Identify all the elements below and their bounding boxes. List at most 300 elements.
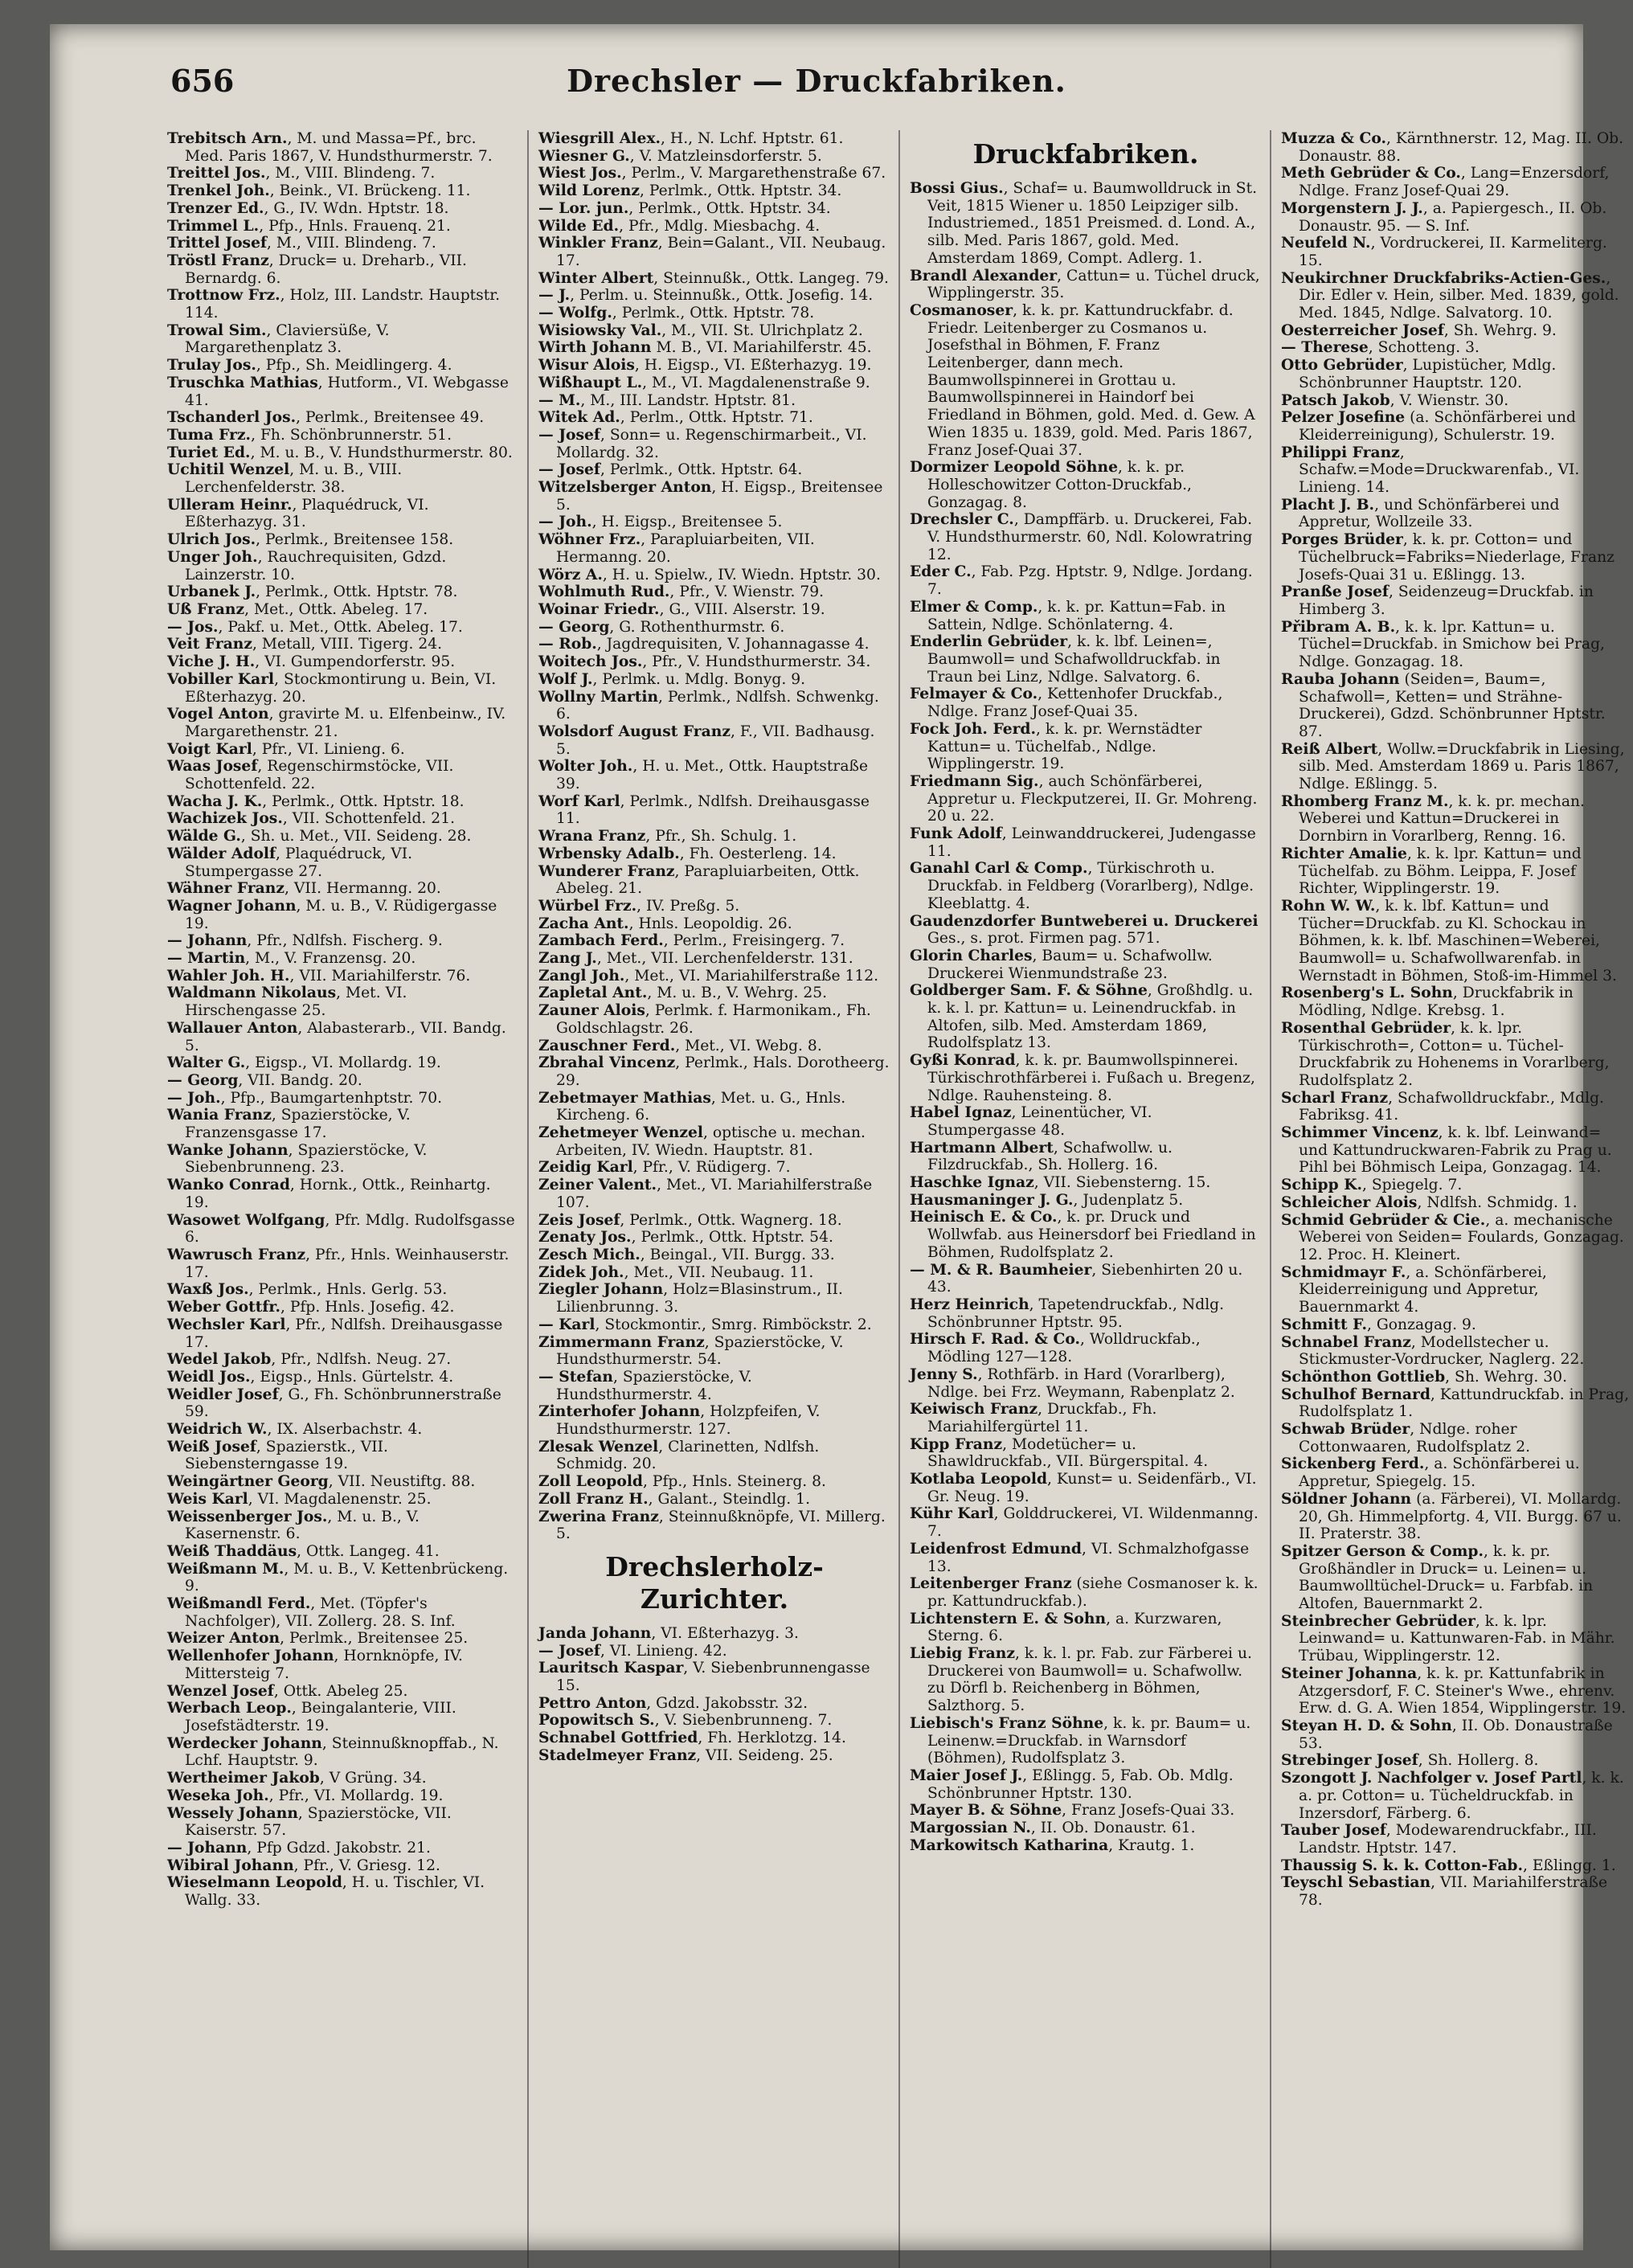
entry-details: , Beink., VI. Brückeng. 11. — [269, 182, 471, 200]
entry-name: Zangl Joh. — [538, 966, 625, 985]
entry-details: , Perlm., Freisingerg. 7. — [663, 932, 845, 950]
entry-details: , H. u. Tischler, VI. Wallg. 33. — [185, 1874, 485, 1910]
entry-details: , Pfr., V. Hundsthurmerstr. 34. — [642, 653, 871, 671]
directory-entry — [167, 1177, 519, 1211]
entry-name: Söldner Johann — [1281, 1489, 1412, 1508]
entry-details: , Cattun= u. Tüchel druck, Wipplingerstr. 35. — [927, 267, 1260, 302]
entry-name: Zwerina Franz — [538, 1507, 659, 1525]
entry-details: , V. Siebenbrunnengasse 15. — [556, 1660, 870, 1695]
entry-name: Wirth Johann — [538, 338, 652, 357]
entry-name: Trebitsch Arn. — [167, 129, 288, 147]
directory-entry — [1281, 1177, 1633, 1194]
entry-name: Wöhner Frz. — [538, 530, 641, 549]
directory-entry — [167, 968, 519, 985]
entry-name: Witek Ad. — [538, 408, 620, 427]
entry-details: , Pfp. Hnls. Josefig. 42. — [280, 1299, 455, 1316]
entry-name: Waxß Jos. — [167, 1280, 249, 1299]
entry-details: , Galant., Steindlg. 1. — [648, 1490, 811, 1508]
directory-entry — [167, 985, 519, 1019]
directory-entry — [1281, 497, 1633, 531]
directory-entry — [910, 1401, 1262, 1435]
directory-entry — [538, 461, 890, 479]
entry-name: Muzza & Co. — [1281, 129, 1387, 147]
entry-name: Wrana Franz — [538, 827, 646, 845]
directory-entry — [1281, 583, 1633, 618]
directory-entry — [1281, 1717, 1633, 1752]
entry-name: Hartmann Albert — [910, 1138, 1054, 1157]
entry-details: , VII. Hermanng. 20. — [284, 880, 441, 898]
directory-entry — [538, 1334, 890, 1369]
entry-details: , Sh. Hollerg. 8. — [1418, 1752, 1539, 1770]
running-head: Drechsler — Druckfabriken. — [567, 63, 1066, 99]
entry-details: , k. k. pr. Baum= u. Leinenw.=Druckfab. in Warnsdorf (Böhmen), Rudolfsplatz 3. — [927, 1714, 1251, 1767]
directory-entry — [167, 235, 519, 252]
entry-details: , k. pr. Druck und Wollwfab. aus Heinersdorf bei Friedland in Böhmen, Rudolfsplatz 2. — [927, 1209, 1256, 1261]
entry-details: , Regenschirmstöcke, VII. Schottenfeld. 22. — [185, 758, 454, 793]
entry-name: Wälde G. — [167, 827, 241, 845]
entry-details: , Lupistücher, Mdlg. Schönbrunner Hauptstr. 120. — [1299, 357, 1557, 391]
directory-entry — [167, 671, 519, 706]
directory-entry — [538, 1002, 890, 1037]
entry-name: Zinterhofer Johann — [538, 1402, 701, 1421]
entry-details: , Hnls. Leopoldig. 26. — [628, 915, 792, 932]
entry-details: , Beingalanterie, VIII. Josefstädterstr. 19. — [185, 1700, 456, 1734]
entry-details: , Perlmk., Ndlfsh. Dreihausgasse 11. — [556, 792, 870, 828]
directory-entry — [167, 1735, 519, 1770]
directory-entry — [167, 636, 519, 653]
entry-details: , Beingal., VII. Burgg. 33. — [640, 1247, 835, 1263]
entry-details: , M., V. Franzensg. 20. — [245, 950, 416, 968]
entry-name: Friedmann Sig. — [910, 772, 1039, 790]
section-heading: Drechslerholz-Zurichter. — [605, 1550, 824, 1615]
entry-name: Wild Lorenz — [538, 182, 640, 200]
entry-name: Rohn W. W. — [1281, 896, 1376, 915]
entry-details: , Alabasterarb., VII. Bandg. 5. — [185, 1019, 506, 1054]
entry-details: , Spazierstöcke, V. Franzensgasse 17. — [185, 1107, 411, 1142]
entry-details: , Clarinetten, Ndlfsh. Schmidg. 20. — [556, 1438, 820, 1473]
directory-entry — [910, 268, 1262, 302]
directory-entry — [538, 1509, 890, 1543]
entry-details: , Modewarendruckfabr., III. Landstr. Hptstr. 147. — [1299, 1822, 1597, 1857]
entry-name: Weißmann M. — [167, 1559, 284, 1578]
directory-entry — [538, 322, 890, 340]
entry-details: , G., VIII. Alserstr. 19. — [659, 600, 825, 618]
entry-name: Wiesner G. — [538, 146, 630, 165]
entry-details: , VII. Bandg. 20. — [238, 1071, 362, 1089]
directory-entry — [167, 1805, 519, 1840]
entry-details: , Lang=Enzersdorf, Ndlge. Franz Josef-Quai 29. — [1299, 165, 1610, 200]
entry-name: Zang J. — [538, 949, 597, 968]
entry-details: , k. k. lpr. Kattun= u. Tüchel=Druckfab. in Smichow bei Prag, Ndlge. Gonzagag. 18. — [1299, 618, 1605, 671]
directory-entry — [910, 1471, 1262, 1505]
entry-details: , H. Eigsp., VI. Eßterhazyg. 19. — [634, 357, 872, 375]
entry-name: Waas Josef — [167, 757, 258, 776]
entry-name: — Georg — [167, 1071, 239, 1089]
directory-entry — [538, 723, 890, 758]
entry-name: Trulay Jos. — [167, 356, 256, 375]
directory-entry — [167, 531, 519, 549]
directory-entry — [167, 793, 519, 811]
entry-details: , Tapetendruckfab., Ndlg. Schönbrunner Hptstr. 95. — [927, 1296, 1225, 1331]
entry-details: , k. k. lbf. Leinwand= und Kattundruckwaren-Fabrik zu Prag u. Pihl bei Böhmisch Leipa, Gonzagag. 14. — [1299, 1124, 1612, 1177]
directory-entry — [167, 1386, 519, 1421]
entry-details: , M. u. B., VIII. Lerchenfelderstr. 38. — [185, 461, 403, 497]
column-2 — [538, 130, 890, 2268]
entry-details: , Wollw.=Druckfabrik in Liesing, silb. Med. Amsterdam 1869 u. Paris 1867, Ndlge. Eßlingg. 5. — [1299, 740, 1625, 793]
entry-details: , VI. Schmalzhofgasse 13. — [927, 1540, 1250, 1575]
entry-name: Lauritsch Kaspar — [538, 1659, 684, 1677]
entry-details: , V. Siebenbrunneng. 7. — [654, 1712, 833, 1730]
entry-name: Worf Karl — [538, 792, 620, 810]
entry-name: — Joh. — [167, 1088, 221, 1107]
directory-entry — [167, 932, 519, 950]
entry-details: , Spazierstöcke, V. Hundsthurmerstr. 54. — [556, 1333, 844, 1369]
directory-entry — [167, 601, 519, 619]
entry-details: , Met., VII. Neubaug. 11. — [624, 1263, 814, 1281]
directory-page — [50, 24, 1630, 2250]
directory-entry — [167, 1020, 519, 1054]
entry-details: , H. u. Spielw., IV. Wiedn. Hptstr. 30. — [602, 566, 881, 583]
directory-entry — [910, 1541, 1262, 1575]
entry-name: Schmitt F. — [1281, 1315, 1367, 1333]
directory-entry — [538, 915, 890, 933]
entry-name: Funk Adolf — [910, 825, 1002, 843]
entry-name: Trowal Sim. — [167, 321, 267, 339]
directory-entry — [167, 1857, 519, 1875]
entry-name: Werbach Leop. — [167, 1699, 292, 1717]
directory-entry — [538, 305, 890, 322]
directory-entry — [910, 825, 1262, 860]
entry-name: Wanko Conrad — [167, 1176, 290, 1194]
entry-details: , Hutform., VI. Webgasse 41. — [185, 374, 509, 409]
directory-entry — [910, 1645, 1262, 1715]
directory-entry — [538, 1054, 890, 1089]
column-rule — [527, 130, 529, 2268]
directory-entry — [1281, 1316, 1633, 1334]
entry-details: , Bein=Galant., VII. Neubaug. 17. — [556, 235, 886, 269]
entry-details: , Perlmk., Ottk. Hptstr. 34. — [639, 182, 842, 200]
entry-details: , Dir. Edler v. Hein, silber. Med. 1839, gold. Med. 1845, Ndlge. Salvatorg. 10. — [1299, 269, 1619, 322]
entry-name: Goldberger Sam. F. & Söhne — [910, 981, 1148, 1000]
directory-entry — [538, 1403, 890, 1438]
entry-details: , H. Eigsp., Breitensee 5. — [591, 514, 783, 531]
entry-details: , H. u. Met., Ottk. Hauptstraße 39. — [556, 758, 869, 793]
directory-entry — [910, 1262, 1262, 1296]
entry-details: , IV. Preßg. 5. — [636, 897, 740, 915]
entry-name: Ganahl Carl & Comp. — [910, 859, 1088, 878]
entry-name: Patsch Jakob — [1281, 391, 1390, 409]
entry-details: , Perlm., Ottk. Hptstr. 71. — [620, 409, 813, 427]
entry-details: , Pfr., V. Griesg. 12. — [293, 1857, 440, 1874]
entry-name: Wähner Franz — [167, 879, 284, 898]
directory-entry — [538, 287, 890, 305]
entry-name: Vogel Anton — [167, 705, 269, 723]
directory-entry — [538, 130, 890, 148]
entry-name: — Georg — [538, 617, 610, 636]
entry-name: Trittel Josef — [167, 234, 268, 252]
entry-details: , Rothfärb. in Hard (Vorarlberg), Ndlge. bei Frz. Weymann, Rabenplatz 2. — [927, 1365, 1235, 1401]
entry-name: Rhomberg Franz M. — [1281, 792, 1449, 810]
entry-name: Truschka Mathias — [167, 373, 318, 391]
directory-entry — [538, 567, 890, 584]
directory-entry — [167, 1299, 519, 1316]
entry-name: Kotlaba Leopold — [910, 1470, 1048, 1488]
entry-name: Zauner Alois — [538, 1001, 645, 1020]
entry-details: , Großhdlg. u. k. k. l. pr. Kattun= u. Leinendruckfab. in Altofen, silb. Med. Amsterdam 1869, Rudolfsplatz 13. — [927, 982, 1254, 1052]
directory-entry — [167, 287, 519, 321]
entry-details: , Pfr., V. Rüdigerg. 7. — [632, 1159, 791, 1177]
entry-name: Turiet Ed. — [167, 443, 251, 461]
entry-name: Heinisch E. & Co. — [910, 1208, 1058, 1226]
entry-name: Mayer B. & Söhne — [910, 1801, 1062, 1820]
entry-details: , Steinnußk., Ottk. Langeg. 79. — [653, 269, 889, 287]
entry-details: , Seidenzeug=Druckfab. in Himberg 3. — [1299, 583, 1594, 618]
entry-name: Wahler Joh. H. — [167, 966, 290, 985]
entry-name: Brandl Alexander — [910, 266, 1058, 285]
entry-details: , M. u. B., V. Kettenbrückeng. 9. — [185, 1560, 509, 1595]
directory-entry — [910, 599, 1262, 633]
directory-entry — [910, 1715, 1262, 1767]
entry-name: Zeiner Valent. — [538, 1176, 657, 1194]
entry-details: , Golddruckerei, VI. Wildenmanng. 7. — [927, 1505, 1259, 1541]
entry-details: , k. k. lbf. Kattun= und Tücher=Druckfab. zu Kl. Schockau in Böhmen, k. k. lbf. Maschinen=Weberei, Baumwoll= u. Schafwollwarenfab. in Wernstadt in Böhmen, Stoß-im-Himmel 3. — [1299, 897, 1617, 985]
entry-name: Zenaty Jos. — [538, 1228, 632, 1247]
entry-details: , Fh. Schönbrunnerstr. 51. — [251, 426, 452, 444]
entry-name: Weber Gottfr. — [167, 1298, 281, 1316]
entry-details: , k. k. lpr. Kattun= und Tüchelfab. zu Böhm. Leippa, F. Josef Richter, Wipplingerstr. 19. — [1299, 845, 1582, 898]
entry-details: , Perlmk., Breitensee 49. — [296, 409, 485, 427]
entry-name: Schwab Brüder — [1281, 1420, 1410, 1439]
entry-name: Cosmanoser — [910, 301, 1013, 319]
entry-details: , VI. Eßterhazyg. 3. — [651, 1624, 799, 1642]
directory-entry — [167, 1787, 519, 1805]
entry-details: , k. k. pr. Baumwollspinnerei. Türkischrothfärberei i. Fußach u. Bregenz, Ndlge. Rauhensteing. 8. — [927, 1052, 1255, 1104]
entry-details: , Perlmk. u. Mdlg. Bonyg. 9. — [592, 670, 806, 688]
directory-entry — [538, 863, 890, 898]
entry-details: , Eßlingg. 5, Fab. Ob. Mdlg. Schönbrunner Hptstr. 130. — [927, 1767, 1234, 1802]
entry-name: Habel Ignaz — [910, 1103, 1012, 1122]
directory-entry — [167, 1683, 519, 1701]
directory-entry — [167, 375, 519, 409]
entry-details: , Schaf= u. Baumwolldruck in St. Veit, 1815 Wiener u. 1850 Leipziger silb. Industriemed., 1851 Preismed. d. Lond. A., silb. Med. Paris 1867, gold. Med. Amsterdam 1869, Compt. Adlerg. 1. — [927, 180, 1258, 267]
entry-name: Weißmandl Ferd. — [167, 1595, 311, 1613]
entry-details: , VII. Mariahilferstraße 78. — [1299, 1874, 1608, 1910]
entry-name: — Johann — [167, 931, 248, 950]
entry-name: Tschanderl Jos. — [167, 408, 297, 427]
entry-name: Eder C. — [910, 563, 972, 581]
entry-details: , Fh. Oesterleng. 14. — [679, 845, 837, 862]
entry-name: Pelzer Josefine — [1281, 408, 1406, 427]
directory-entry — [1281, 1369, 1633, 1386]
entry-name: Wechsler Karl — [167, 1315, 286, 1333]
entry-details: , Schotteng. 3. — [1368, 339, 1480, 357]
entry-details: , k. k. lpr. Leinwand= u. Kattunwaren-Fab. in Mähr. Trübau, Wipplingerstr. 12. — [1299, 1612, 1615, 1665]
entry-name: Vobiller Karl — [167, 669, 275, 688]
column-1 — [167, 130, 519, 2268]
entry-details: , Pfp., Baumgartenhptstr. 70. — [220, 1089, 443, 1107]
entry-name: Leitenberger Franz — [910, 1574, 1072, 1593]
directory-entry — [538, 671, 890, 689]
entry-name: Stadelmeyer Franz — [538, 1746, 697, 1764]
entry-details: , Perlmk., Ottk. Hptstr. 54. — [631, 1229, 833, 1247]
directory-entry — [538, 1730, 890, 1747]
entry-name: Wrbensky Adalb. — [538, 844, 680, 862]
section-heading: Druckfabriken. — [972, 138, 1199, 170]
directory-entry — [910, 982, 1262, 1052]
entry-details: , Pfr., Ndlfsh. Neug. 27. — [271, 1351, 452, 1369]
directory-entry — [910, 1366, 1262, 1401]
directory-entry — [910, 721, 1262, 773]
directory-entry — [1281, 985, 1633, 1019]
entry-name: Herz Heinrich — [910, 1296, 1029, 1313]
entry-details: , Met., VI. Mariahilferstraße 107. — [556, 1177, 873, 1211]
entry-details: , Sh. Wehrg. 30. — [1445, 1368, 1568, 1386]
directory-entry — [1281, 898, 1633, 985]
entry-name: Wisiowsky Val. — [538, 321, 662, 339]
directory-entry — [538, 601, 890, 619]
entry-name: Wolf J. — [538, 669, 593, 688]
directory-entry — [167, 497, 519, 531]
entry-details: , k. k. pr. Großhändler in Druck= u. Leinen= u. Baumwolltüchel-Druck= u. Farbfab. in Altofen, Bauernmarkt 2. — [1299, 1542, 1594, 1613]
directory-entry — [167, 1874, 519, 1909]
entry-details: , und Schönfärberei und Appretur, Wollzeile 33. — [1299, 496, 1560, 531]
entry-details: , Siebenhirten 20 u. 43. — [927, 1261, 1243, 1296]
entry-details: , k. k. lpr. Türkischroth=, Cotton= u. Tüchel-Druckfabrik zu Hohenems in Vorarlberg, Rudolfsplatz 2. — [1299, 1019, 1610, 1089]
entry-name: — Martin — [167, 949, 246, 968]
entry-name: Fock Joh. Ferd. — [910, 719, 1036, 738]
directory-entry — [538, 932, 890, 950]
entry-name: Weiß Thaddäus — [167, 1541, 297, 1560]
entry-name: Zapletal Ant. — [538, 984, 648, 1002]
entry-name: Janda Johann — [538, 1623, 652, 1642]
entry-details: , Sh. u. Met., VII. Seideng. 28. — [240, 828, 472, 845]
directory-entry — [910, 686, 1262, 720]
entry-name: — M. & R. Baumheier — [910, 1260, 1092, 1279]
entry-name: Dormizer Leopold Söhne — [910, 458, 1118, 477]
entry-details: , M., VIII. Blindeng. 7. — [265, 165, 436, 182]
directory-entry — [1281, 339, 1633, 357]
entry-details: , M. und Massa=Pf., brc. Med. Paris 1867, V. Hundsthurmerstr. 7. — [185, 130, 493, 165]
entry-name: — Karl — [538, 1315, 595, 1333]
entry-details: , Ndlge. roher Cottonwaaren, Rudolfsplatz 2. — [1299, 1421, 1531, 1455]
entry-details: , k. k. pr. Cotton= und Tüchelbruck=Fabriks=Niederlage, Franz Josefs-Quai 31 u. Eßlingg. 13. — [1299, 531, 1615, 583]
directory-entry — [538, 531, 890, 566]
entry-details: , VI. Magdalenenstr. 25. — [248, 1490, 432, 1508]
directory-entry — [1281, 1455, 1633, 1490]
entry-name: Schimmer Vincenz — [1281, 1124, 1439, 1142]
entry-details: , Met., Ottk. Abeleg. 17. — [244, 600, 428, 618]
entry-details: , Pfr., Sh. Schulg. 1. — [645, 828, 797, 845]
entry-name: Weseka Joh. — [167, 1786, 269, 1804]
entry-name: Steyan H. D. & Sohn — [1281, 1716, 1452, 1734]
entry-details: , VII. Siebensterng. 15. — [1033, 1174, 1211, 1192]
directory-entry — [538, 1643, 890, 1660]
directory-entry — [910, 180, 1262, 268]
entry-details: , gravirte M. u. Elfenbeinw., IV. Margarethenstr. 21. — [185, 706, 506, 740]
entry-details: , Modetücher= u. Shawldruckfab., VII. Bürgerspital. 4. — [927, 1435, 1209, 1471]
entry-name: Maier Josef J. — [910, 1766, 1023, 1784]
columns — [167, 130, 1628, 2268]
directory-entry — [538, 1090, 890, 1124]
entry-details: , VI. Gumpendorferstr. 95. — [255, 653, 456, 671]
entry-name: Wenzel Josef — [167, 1681, 274, 1700]
entry-details: , Eigsp., Hnls. Gürtelstr. 4. — [250, 1368, 454, 1386]
entry-name: Zambach Ferd. — [538, 931, 664, 950]
directory-entry — [538, 392, 890, 410]
directory-entry — [167, 810, 519, 828]
directory-entry — [167, 583, 519, 601]
page-number: 656 — [170, 63, 235, 99]
directory-entry — [538, 1473, 890, 1491]
entry-name: Wellenhofer Johann — [167, 1647, 334, 1665]
entry-details: M. B., VI. Mariahilferstr. 45. — [651, 339, 872, 357]
entry-details: , Parapluiarbeiten, VII. Hermanng. 20. — [556, 531, 815, 566]
entry-details: , M. u. B., V. Rüdigergasse 19. — [185, 897, 497, 932]
directory-entry — [910, 1192, 1262, 1210]
directory-entry — [910, 1331, 1262, 1365]
entry-name: Zeis Josef — [538, 1210, 620, 1229]
entry-name: Zauschner Ferd. — [538, 1036, 676, 1054]
entry-name: Margossian N. — [910, 1819, 1031, 1837]
entry-details: , Wolldruckfab., Mödling 127—128. — [927, 1331, 1201, 1366]
directory-entry — [1281, 357, 1633, 391]
entry-details: , F., VII. Badhausg. 5. — [556, 723, 875, 758]
directory-entry — [1281, 1543, 1633, 1613]
entry-details: , Perlm. u. Steinnußk., Ottk. Josefig. 14. — [570, 287, 874, 305]
entry-details: , optische u. mechan. Arbeiten, IV. Wiedn. Hauptstr. 81. — [556, 1124, 866, 1159]
entry-name: Werdecker Johann — [167, 1734, 322, 1752]
entry-name: Viche J. H. — [167, 653, 256, 671]
column-rule — [898, 130, 900, 2268]
entry-details: , Plaquédruck, VI. Eßterhazyg. 31. — [185, 496, 429, 531]
entry-name: Tauber Josef — [1281, 1821, 1386, 1840]
directory-entry — [167, 1421, 519, 1439]
entry-name: Zidek Joh. — [538, 1263, 624, 1281]
entry-name: — J. — [538, 286, 571, 305]
directory-entry — [1281, 270, 1633, 322]
entry-details: , Perlmk., Ndlfsh. Schwenkg. 6. — [556, 688, 879, 723]
entry-name: Ulleram Heinr. — [167, 495, 293, 514]
entry-details: , Pfr., V. Wienstr. 79. — [669, 583, 825, 601]
entry-name: Schipp K. — [1281, 1176, 1362, 1194]
entry-details: , Met. VI. Hirschengasse 25. — [185, 985, 407, 1020]
entry-name: Zacha Ant. — [538, 914, 629, 932]
directory-entry — [910, 1296, 1262, 1331]
directory-entry — [538, 689, 890, 723]
directory-entry — [538, 148, 890, 166]
entry-name: Rauba Johann — [1281, 669, 1400, 688]
entry-details: , Spiegelg. 7. — [1361, 1177, 1463, 1194]
directory-entry — [910, 1209, 1262, 1261]
directory-entry — [538, 828, 890, 845]
entry-name: Porges Brüder — [1281, 530, 1403, 549]
entry-name: Philippi Franz — [1281, 443, 1400, 461]
entry-details: , a. mechanische Weberei von Seiden= Foulards, Gonzagag. 12. Proc. H. Kleinert. — [1299, 1211, 1624, 1263]
directory-entry — [167, 461, 519, 496]
entry-details: , Perlmk., Breitensee 25. — [280, 1630, 469, 1648]
directory-entry — [538, 1038, 890, 1055]
entry-name: Richter Amalie — [1281, 844, 1407, 862]
directory-entry — [1281, 322, 1633, 340]
entry-name: Uß Franz — [167, 600, 245, 618]
entry-name: Kipp Franz — [910, 1435, 1003, 1453]
directory-entry — [167, 741, 519, 759]
directory-entry — [910, 1802, 1262, 1820]
entry-details: , VII. Schottenfeld. 21. — [282, 810, 456, 828]
entry-name: — Jos. — [167, 617, 219, 636]
directory-entry — [538, 1212, 890, 1230]
entry-name: Schönthon Gottlieb — [1281, 1367, 1446, 1386]
